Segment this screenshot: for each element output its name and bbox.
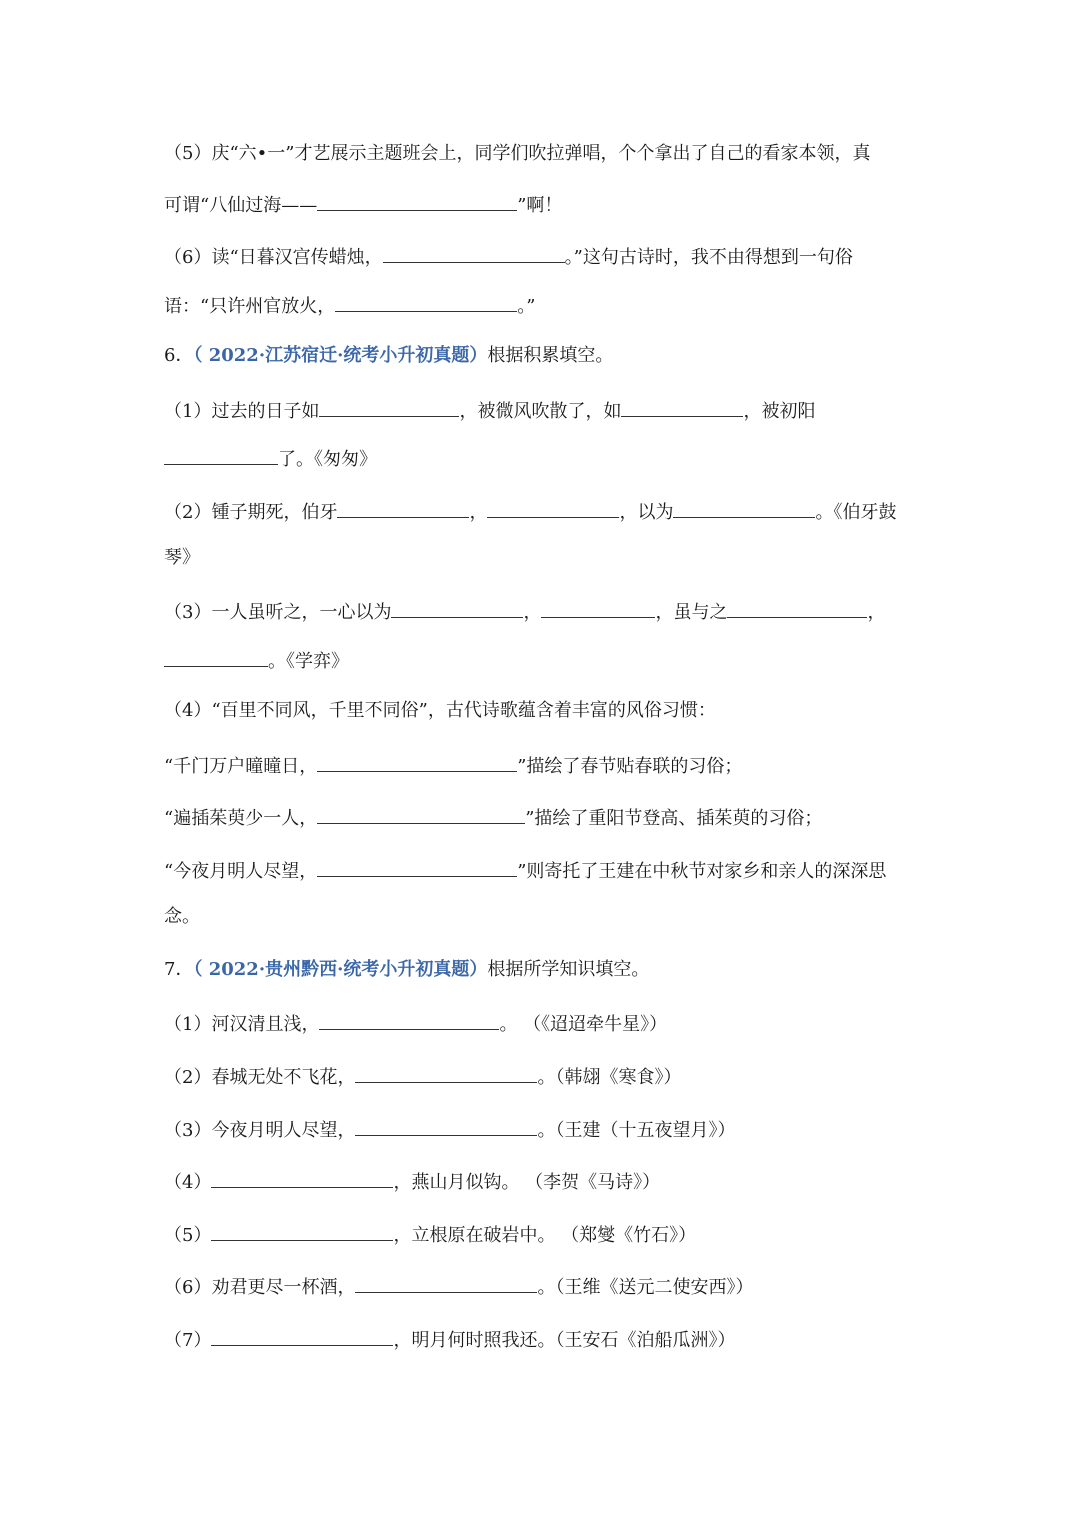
q7-item3: （3）今夜月明人尽望， 。（王建（十五夜望月》） [164,1116,735,1143]
q6-header: 6．（ 2022·江苏宿迁·统考小升初真题）根据积累填空。 [164,345,614,366]
answer-blank[interactable] [383,243,565,263]
answer-blank[interactable] [211,1326,393,1346]
answer-blank[interactable] [211,1221,393,1241]
answer-blank[interactable] [319,397,459,417]
answer-blank[interactable] [355,1063,537,1083]
answer-blank[interactable] [355,1116,537,1136]
q7-header: 7．（ 2022·贵州黔西·统考小升初真题）根据所学知识填空。 [164,959,650,980]
answer-blank[interactable] [317,191,517,211]
q7-item5: （5） ，立根原在破岩中。 （郑燮《竹石》） [164,1221,696,1248]
answer-blank[interactable] [319,1010,499,1030]
answer-blank[interactable] [317,857,517,877]
q6-item4-line3: “今夜月明人尽望， ”则寄托了王建在中秋节对家乡和亲人的深深思 [164,857,886,884]
answer-blank[interactable] [164,445,278,465]
answer-blank[interactable] [727,598,867,618]
q6-item1-line1: （1）过去的日子如 ，被微风吹散了，如 ，被初阳 [164,397,815,424]
answer-blank[interactable] [355,1273,537,1293]
q6-item4-line1: “千门万户曈曈日， ”描绘了春节贴春联的习俗； [164,752,742,779]
q6-item2-line1: （2）锺子期死，伯牙 ， ，以为 。《伯牙鼓 [164,498,896,525]
q5-item5-line1: （5）庆“六•一”才艺展示主题班会上，同学们吹拉弹唱，个个拿出了自己的看家本领，真 [164,143,871,164]
q6-item3-line1: （3）一人虽听之，一心以为 ， ，虽与之 ， [164,598,885,625]
q7-item6: （6）劝君更尽一杯酒， 。（王维《送元二使安西》） [164,1273,753,1300]
q7-item4: （4） ，燕山月似钩。 （李贺《马诗》） [164,1168,660,1195]
q6-source: （ 2022·江苏宿迁·统考小升初真题） [193,345,488,366]
q7-source: （ 2022·贵州黔西·统考小升初真题） [193,959,488,980]
answer-blank[interactable] [164,647,268,667]
answer-blank[interactable] [541,598,655,618]
answer-blank[interactable] [487,498,619,518]
q6-item1-line2: 了。《匆匆》 [164,445,377,472]
answer-blank[interactable] [335,292,517,312]
q5-item6-line1: （6）读“日暮汉宫传蜡烛， 。”这句古诗时，我不由得想到一句俗 [164,243,853,270]
q7-item1: （1）河汉清且浅， 。 （《迢迢牵牛星》） [164,1010,667,1037]
q6-item3-line2: 。《学弈》 [164,647,349,674]
answer-blank[interactable] [391,598,523,618]
answer-blank[interactable] [337,498,469,518]
q6-item4-line2: “遍插茱萸少一人， ”描绘了重阳节登高、插茱萸的习俗； [164,804,822,831]
q7-item2: （2）春城无处不飞花， 。（韩翃《寒食》） [164,1063,681,1090]
q5-item5-line2: 可谓“八仙过海—— ”啊！ [164,191,562,218]
q6-item4-line4: 念。 [164,906,200,927]
answer-blank[interactable] [673,498,815,518]
q5-item6-line2: 语：“只许州官放火， 。” [164,292,535,319]
answer-blank[interactable] [317,804,525,824]
q7-item7: （7） ，明月何时照我还。（王安石《泊船瓜洲》） [164,1326,735,1353]
answer-blank[interactable] [317,752,517,772]
q6-item4-intro: （4）“百里不同风，千里不同俗”，古代诗歌蕴含着丰富的风俗习惯： [164,700,716,721]
q6-item2-line2: 琴》 [164,547,200,568]
answer-blank[interactable] [621,397,743,417]
answer-blank[interactable] [211,1168,393,1188]
